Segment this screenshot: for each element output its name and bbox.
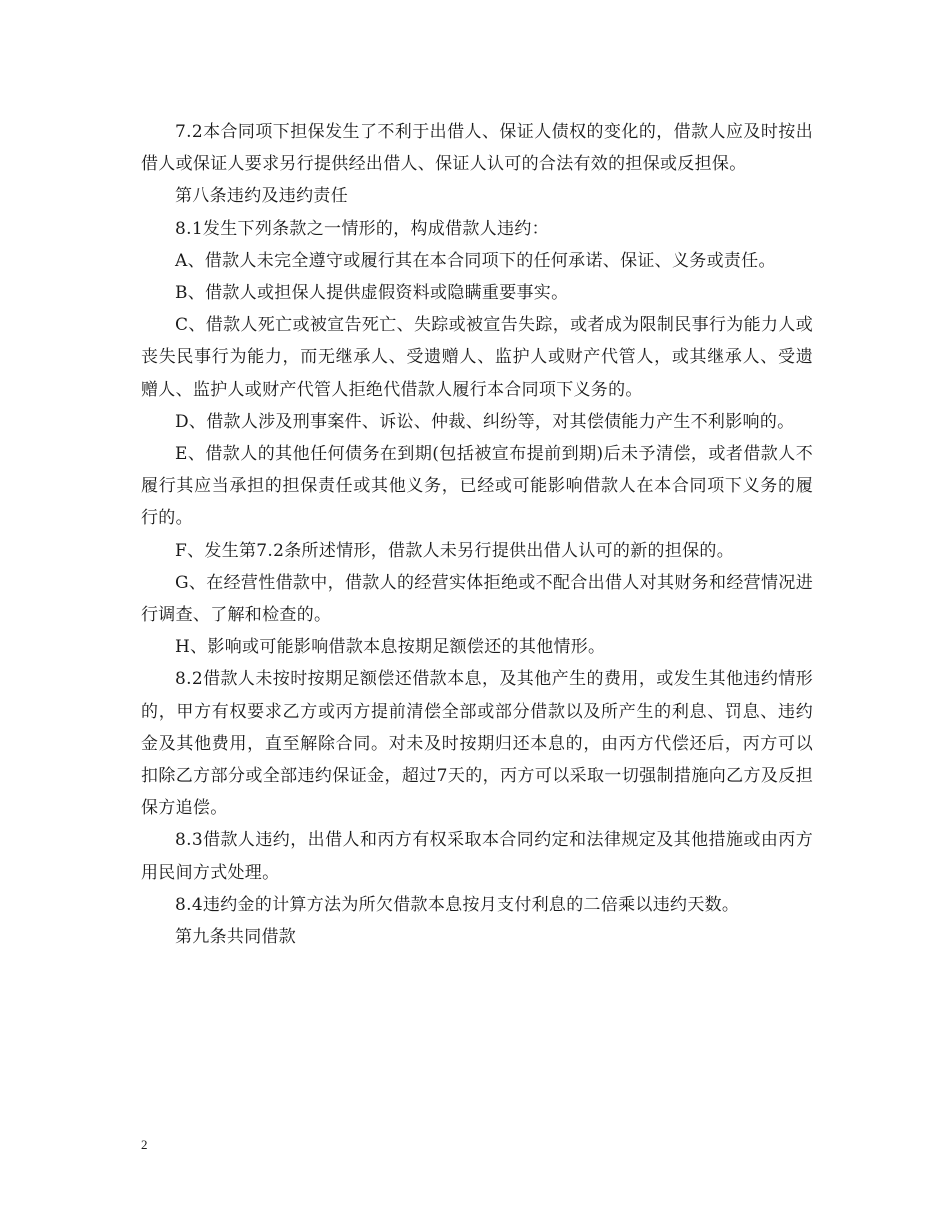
paragraph-8-1: 8.1发生下列条款之一情形的，构成借款人违约：: [175, 218, 549, 239]
clause-b: B、借款人或担保人提供虚假资料或隐瞒重要事实。: [175, 283, 569, 304]
clause-a: A、借款人未完全遵守或履行其在本合同项下的任何承诺、保证、义务或责任。: [175, 250, 776, 271]
clause-c: C、借款人死亡或被宣告死亡、失踪或被宣告失踪，或者成为限制民事行为能力人或丧失民事行为能力，而无继承人、受遗赠人、监护人或财产代管人，或其继承人、受遗赠人、监护人或财产代管人拒绝代借款人履行本合同项下义务的。: [141, 315, 813, 400]
document-body: [141, 116, 813, 953]
page-number: 2: [141, 1137, 148, 1152]
paragraph-8-2: 8.2借款人未按时按期足额偿还借款本息，及其他产生的费用，或发生其他违约情形的，甲方有权要求乙方或丙方提前清偿全部或部分借款以及所产生的利息、罚息、违约金及其他费用，直至解除合同。对未及时按期归还本息的，由丙方代偿还后，丙方可以扣除乙方部分或全部违约保证金，超过7天的，丙方可以采取一切强制措施向乙方及反担保方追偿。: [141, 669, 813, 819]
clause-g: G、在经营性借款中，借款人的经营实体拒绝或不配合出借人对其财务和经营情况进行调查、了解和检查的。: [141, 572, 813, 626]
paragraph-8-3: 8.3借款人违约，出借人和丙方有权采取本合同约定和法律规定及其他措施或由丙方用民间方式处理。: [141, 830, 813, 883]
clause-h: H、影响或可能影响借款本息按期足额偿还的其他情形。: [175, 637, 606, 658]
article-9-heading: 第九条共同借款: [175, 927, 297, 948]
paragraph-8-4: 8.4违约金的计算方法为所欠借款本息按月支付利息的二倍乘以违约天数。: [175, 894, 740, 915]
clause-f: F、发生第7.2条所述情形，借款人未另行提供出借人认可的新的担保的。: [175, 540, 735, 561]
article-8-heading: 第八条违约及违约责任: [175, 186, 348, 207]
paragraph-7-2: 7.2本合同项下担保发生了不利于出借人、保证人债权的变化的，借款人应及时按出借人或保证人要求另行提供经出借人、保证人认可的合法有效的担保或反担保。: [141, 122, 813, 175]
clause-d: D、借款人涉及刑事案件、诉讼、仲裁、纠纷等，对其偿债能力产生不利影响的。: [175, 411, 795, 432]
clause-e: E、借款人的其他任何债务在到期(包括被宣布提前到期)后未予清偿，或者借款人不履行其应当承担的担保责任或其他义务，已经或可能影响借款人在本合同项下义务的履行的。: [141, 444, 813, 529]
